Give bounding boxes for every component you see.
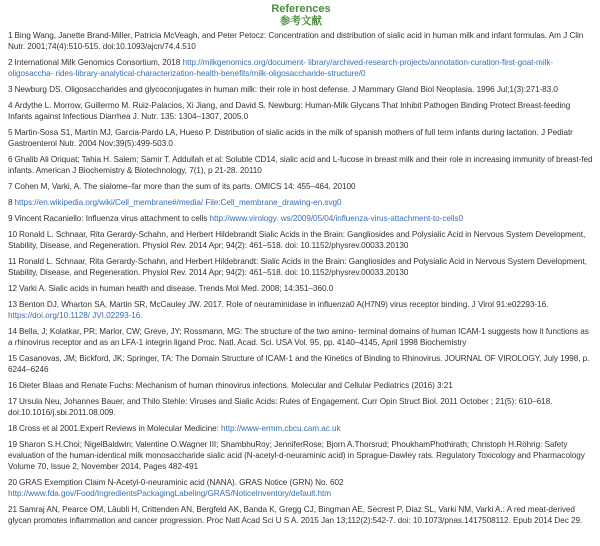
reference-text: Benton DJ, Wharton SA, Martin SR, McCauley JW. 2017. Role of neuraminidase in influenza0 A(H7N9) virus receptor binding. J Virol 91:e02293-16. — [19, 300, 549, 309]
reference-text: GRAS Exemption Claim N-Acetyl-0-neuraminic acid (NANA). GRAS Notice (GRN) No. 602 — [19, 478, 344, 487]
reference-item — [8, 504, 594, 526]
reference-list — [8, 30, 594, 526]
reference-item — [8, 256, 594, 278]
reference-text: Cross et al 2001.Expert Reviews in Molecular Medicine: — [19, 424, 222, 433]
reference-item — [8, 30, 594, 52]
reference-number: 4 — [8, 101, 13, 110]
reference-text: Casanovas, JM; Bickford, JK; Springer, TA: The Domain Structure of ICAM-1 and the Kinetics of Binding to Rhinovirus. JOURNAL OF VIROLOGY, July 1998, p. 6244–6246 — [8, 354, 590, 374]
reference-number: 17 — [8, 397, 18, 406]
reference-text: Ardythe L. Morrow, Guillermo M. Ruiz-Palacios, Xi Jiang, and David S. Newburg: Human-Milk Glycans That Inhibit Pathogen Binding Protect Breast-feeding Infants against Infectious Diarrhea J. Nutr. 135: 1304–1307, 2005.0 — [8, 101, 571, 121]
reference-item — [8, 477, 594, 499]
reference-item — [8, 423, 594, 434]
reference-item — [8, 326, 594, 348]
reference-text: Dieter Blaas and Renate Fuchs: Mechanism of human rhinovirus infections. Molecular and Cellular Pediatrics (2016) 3:21 — [19, 381, 453, 390]
reference-text: Ursula Neu, Johannes Bauer, and Thilo Stehle: Viruses and Sialic Acids: Rules of Engagement. Curr Opin Struct Biol. 2011 October ; 21(5): 610–618. doi:10.1016/j.sbi.2011.08.009. — [8, 397, 553, 417]
reference-text: Bing Wang, Janette Brand-Miller, Patricia McVeagh, and Peter Petocz: Concentration and distribution of sialic acid in human milk and infant formulas. Am J Clin Nutr. 2001;74(4):510-515. doi:10.1093/ajcn/74.4.510 — [8, 31, 584, 51]
reference-text: Cohen M, Varki, A. The sialome–far more than the sum of its parts. OMICS 14: 455–464, 20100 — [14, 182, 356, 191]
reference-number: 15 — [8, 354, 18, 363]
reference-item — [8, 380, 594, 391]
reference-number: 19 — [8, 440, 18, 449]
reference-item — [8, 100, 594, 122]
reference-link[interactable]: http://www.virology. ws/2009/05/04/influenza-virus-attachment-to-cells0 — [209, 214, 463, 223]
reference-number: 8 — [8, 198, 13, 207]
reference-text: Varki A. Sialic acids in human health and disease. Trends Mol Med. 2008; 14:351–360.0 — [19, 284, 334, 293]
reference-number: 16 — [8, 381, 18, 390]
reference-number: 14 — [8, 327, 18, 336]
reference-number: 5 — [8, 128, 13, 137]
reference-item — [8, 154, 594, 176]
reference-number: 9 — [8, 214, 13, 223]
reference-item — [8, 396, 594, 418]
reference-item — [8, 197, 594, 208]
reference-link[interactable]: http://www-ermm.cbcu.cam.ac.uk — [221, 424, 341, 433]
reference-text: Ghalib Ali Oriquat; Tahia H. Salem; Samir T. Addullah et al: Soluble CD14, sialic acid and L-fucose in breast milk and their role in increasing immunity of breast-fed infants. American J Biochemistry & Biotechnology, 7(1), p 21-28. 20110 — [8, 155, 593, 175]
reference-number: 12 — [8, 284, 18, 293]
reference-number: 1 — [8, 31, 13, 40]
reference-item — [8, 57, 594, 79]
reference-text: Bella, J; Kolatkar, PR; Marlor, CW; Greve, JY; Rossmann, MG: The structure of the two amino- terminal domains of human ICAM-1 suggests how it functions as a rhinovirus receptor and as an LFA-1 integrin ligand Proc. Natl. Acad. Sci. USA Vol. 95, pp. 4140–4145, April 1998 Biochemistry — [8, 327, 589, 347]
reference-text: Vincent Racaniello: Influenza virus attachment to cells — [14, 214, 210, 223]
reference-item — [8, 127, 594, 149]
reference-text: Sharon S.H.Choi; NigelBaldwin; Valentine O.Wagner III; ShambhuRoy; JenniferRose; Bjorn A.Thorsrud; PhoukhamPhothirath; Christoph H.Röhrig: Safety evaluation of the human-identical milk monosaccharide sialic acid (N-acetyl-d-neuraminic acid) in Sprague-Dawley rats. Regulatory Toxicology and Pharmacology Volume 70, Issue 2, November 2014, Pages 482-491 — [8, 440, 585, 471]
reference-text: International Milk Genomics Consortium, 2018 — [14, 58, 183, 67]
page-subtitle: 参考文献 — [280, 15, 322, 27]
reference-number: 21 — [8, 505, 18, 514]
reference-number: 11 — [8, 257, 17, 266]
reference-text: Newburg DS. Oligosaccharides and glycoconjugates in human milk: their role in host defense. J Mammary Gland Biol Neoplasia. 1996 Jul;1(3):271-83.0 — [14, 85, 558, 94]
reference-item — [8, 439, 594, 472]
reference-item — [8, 181, 594, 192]
reference-number: 20 — [8, 478, 18, 487]
reference-link[interactable]: https://en.wikipedia.org/wiki/Cell_membrane#/media/ File:Cell_membrane_drawing-en.svg0 — [14, 198, 342, 207]
reference-number: 7 — [8, 182, 13, 191]
reference-link[interactable]: https://doi.org/10.1128/ JVI.02293-16. — [8, 311, 143, 320]
reference-link[interactable]: http://milkgenomics.org/document- library/archived-research-projects/annotation-curation-first-goat-milk-oligosaccha- rides-library-analytical-characterization-health-benefits/milk-oligosaccharide-structure/0 — [8, 58, 554, 78]
reference-item — [8, 299, 594, 321]
reference-text: Martin-Sosa S1, Martín MJ, Garcia-Pardo LA, Hueso P. Distribution of sialic acids in the milk of spanish mothers of full term infants during lactation. J Pediatr Gastroenterol Nutr. 2004 Nov;39(5):499-503.0 — [8, 128, 573, 148]
reference-item — [8, 283, 594, 294]
reference-number: 3 — [8, 85, 13, 94]
reference-text: Ronald L. Schnaar, Rita Gerardy-Schahn, and Herbert Hildebrandt: Sialic Acids in the Brain: Gangliosides and Polysialic Acid in Nervous System Development, Stability, Disease, and Regeneration. Physiol Rev. 2014 Apr; 94(2): 461–518. doi: 10.1152/physrev.00033.20130 — [8, 257, 587, 277]
reference-number: 13 — [8, 300, 18, 309]
reference-number: 2 — [8, 58, 13, 67]
reference-text: Ronald L. Schnaar, Rita Gerardy-Schahn, and Herbert Hildebrandt Sialic Acids in the Brain: Gangliosides and Polysialic Acid in Nervous System Development, Stability, Disease, and Regeneration. Physiol Rev. 2014 Apr; 94(2): 461–518. doi: 10.1152/physrev.00033.20130 — [8, 230, 586, 250]
reference-item — [8, 84, 594, 95]
reference-item — [8, 229, 594, 251]
reference-number: 6 — [8, 155, 13, 164]
reference-item — [8, 213, 594, 224]
reference-number: 18 — [8, 424, 18, 433]
reference-item — [8, 353, 594, 375]
reference-number: 10 — [8, 230, 18, 239]
reference-text: Samraj AN, Pearce OM, Läubli H, Crittenden AN, Bergfeld AK, Banda K, Gregg CJ, Bingman AE, Secrest P, Diaz SL, Varki NM, Varki A.: A red meat-derived glycan promotes inflammation and cancer progression. Proc Natl Acad Sci U S A. 2015 Jan 13;112(2):542-7. doi: 10.1073/pnas.1417508112. Epub 2014 Dec 29. — [8, 505, 583, 525]
page-title: References — [271, 3, 331, 15]
reference-link[interactable]: http://www.fda.gov/Food/IngredientsPackagingLabeling/GRAS/NoticeInventory/default.htm — [8, 489, 331, 498]
